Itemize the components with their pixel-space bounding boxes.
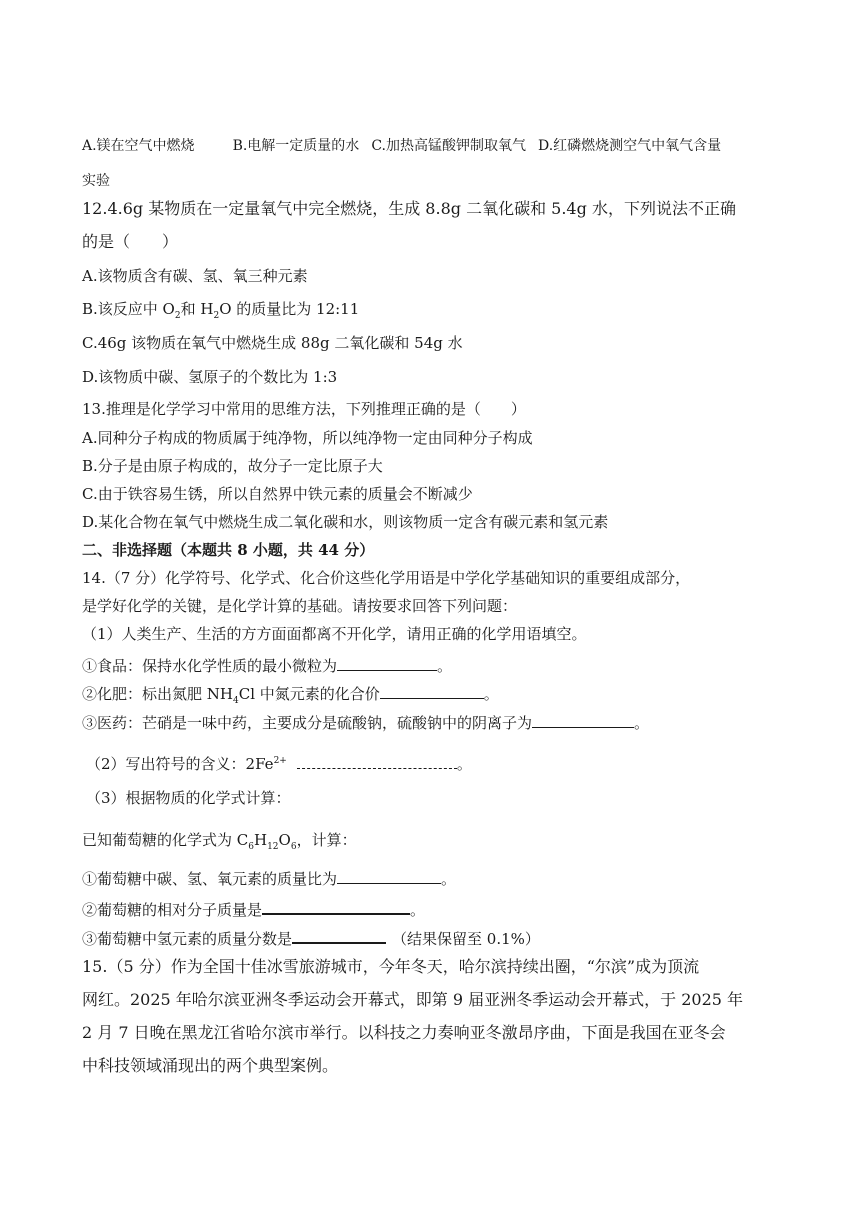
answer-blank[interactable] bbox=[532, 713, 634, 728]
answer-blank[interactable] bbox=[297, 754, 457, 769]
answer-blank[interactable] bbox=[292, 928, 386, 944]
q14-part2: （2）写出符号的含义：$2Fe^{2+}$ 。 bbox=[86, 755, 472, 773]
q12-stem-line1: 12.4.6g 某物质在一定量氧气中完全燃烧，生成 8.8g 二氧化碳和 5.4g 水，下列说法不正确 bbox=[82, 199, 736, 218]
answer-blank[interactable] bbox=[337, 869, 441, 884]
q11-option-b: B.电解一定质量的水 bbox=[232, 138, 360, 154]
q15-line4: 中科技领域涌现出的两个典型案例。 bbox=[82, 1056, 339, 1075]
q14-calc2: ②葡萄糖的相对分子质量是 。 bbox=[82, 901, 426, 919]
q14-part1-item3: ③医药：芒硝是一味中药，主要成分是硫酸钠，硫酸钠中的阴离子为 。 bbox=[82, 714, 650, 732]
answer-blank[interactable] bbox=[262, 899, 410, 915]
answer-blank[interactable] bbox=[337, 656, 437, 671]
q13-option-c: C.由于铁容易生锈，所以自然界中铁元素的质量会不断减少 bbox=[82, 485, 473, 503]
q11-option-a: A.镁在空气中燃烧 bbox=[82, 138, 195, 154]
q14-part1-item2: ②化肥：标出氮肥 $NH_4Cl$ 中氮元素的化合价 。 bbox=[82, 685, 499, 706]
q14-part1: （1）人类生产、生活的方方面面都离不开化学，请用正确的化学用语填空。 bbox=[82, 625, 587, 643]
q14-stem-line1: 14.（7 分）化学符号、化学式、化合价这些化学用语是中学化学基础知识的重要组成部分， bbox=[82, 569, 691, 587]
section-heading: 二、非选择题（本题共 8 小题，共 44 分） bbox=[82, 541, 375, 559]
q12-option-d: D.该物质中碳、氢原子的个数比为 1:3 bbox=[82, 368, 338, 386]
q14-glucose-formula: 已知葡萄糖的化学式为 $C_6H_{12}O_6$，计算： bbox=[82, 831, 357, 852]
q15-line2: 网红。2025 年哈尔滨亚洲冬季运动会开幕式，即第 9 届亚洲冬季运动会开幕式，于 2025 年 bbox=[82, 990, 744, 1009]
q13-option-d: D.某化合物在氧气中燃烧生成二氧化碳和水，则该物质一定含有碳元素和氢元素 bbox=[82, 513, 609, 531]
q15-line3: 2 月 7 日晚在黑龙江省哈尔滨市举行。以科技之力奏响亚冬激昂序曲，下面是我国在亚冬会 bbox=[82, 1023, 726, 1042]
q13-option-a: A.同种分子构成的物质属于纯净物，所以纯净物一定由同种分子构成 bbox=[82, 429, 533, 447]
q12-option-c: C.46g 该物质在氧气中燃烧生成 88g 二氧化碳和 54g 水 bbox=[82, 334, 463, 352]
q15-line1: 15.（5 分）作为全国十佳冰雪旅游城市，今年冬天，哈尔滨持续出圈，“尔滨”成为顶流 bbox=[82, 957, 700, 976]
q14-calc1: ①葡萄糖中碳、氢、氧元素的质量比为 。 bbox=[82, 870, 457, 888]
q13-option-b: B.分子是由原子构成的，故分子一定比原子大 bbox=[82, 457, 383, 475]
q11-option-c: C.加热高锰酸钾制取氧气 bbox=[371, 138, 526, 154]
q11-option-d-cont: 实验 bbox=[82, 173, 110, 189]
q12-option-b: B.该反应中 $O_2$和 $H_2O$ 的质量比为 12:11 bbox=[82, 300, 360, 321]
q13-stem: 13.推理是化学学习中常用的思维方法，下列推理正确的是（ ） bbox=[82, 400, 526, 418]
q12-stem-line2: 的是（ ） bbox=[82, 232, 179, 251]
q11-option-d: D.红磷燃烧测空气中氧气含量 bbox=[537, 138, 722, 154]
q14-stem-line2: 是学好化学的关键，是化学计算的基础。请按要求回答下列问题： bbox=[82, 597, 518, 615]
answer-blank[interactable] bbox=[380, 684, 484, 699]
q12-option-a: A.该物质含有碳、氢、氧三种元素 bbox=[82, 267, 308, 285]
q14-part3: （3）根据物质的化学式计算： bbox=[86, 789, 291, 807]
q11-options-row bbox=[82, 139, 721, 153]
q14-calc3: ③葡萄糖中氢元素的质量分数是 （结果保留至 0.1%） bbox=[82, 930, 540, 948]
q14-part1-item1: ①食品：保持水化学性质的最小微粒为 。 bbox=[82, 657, 453, 675]
